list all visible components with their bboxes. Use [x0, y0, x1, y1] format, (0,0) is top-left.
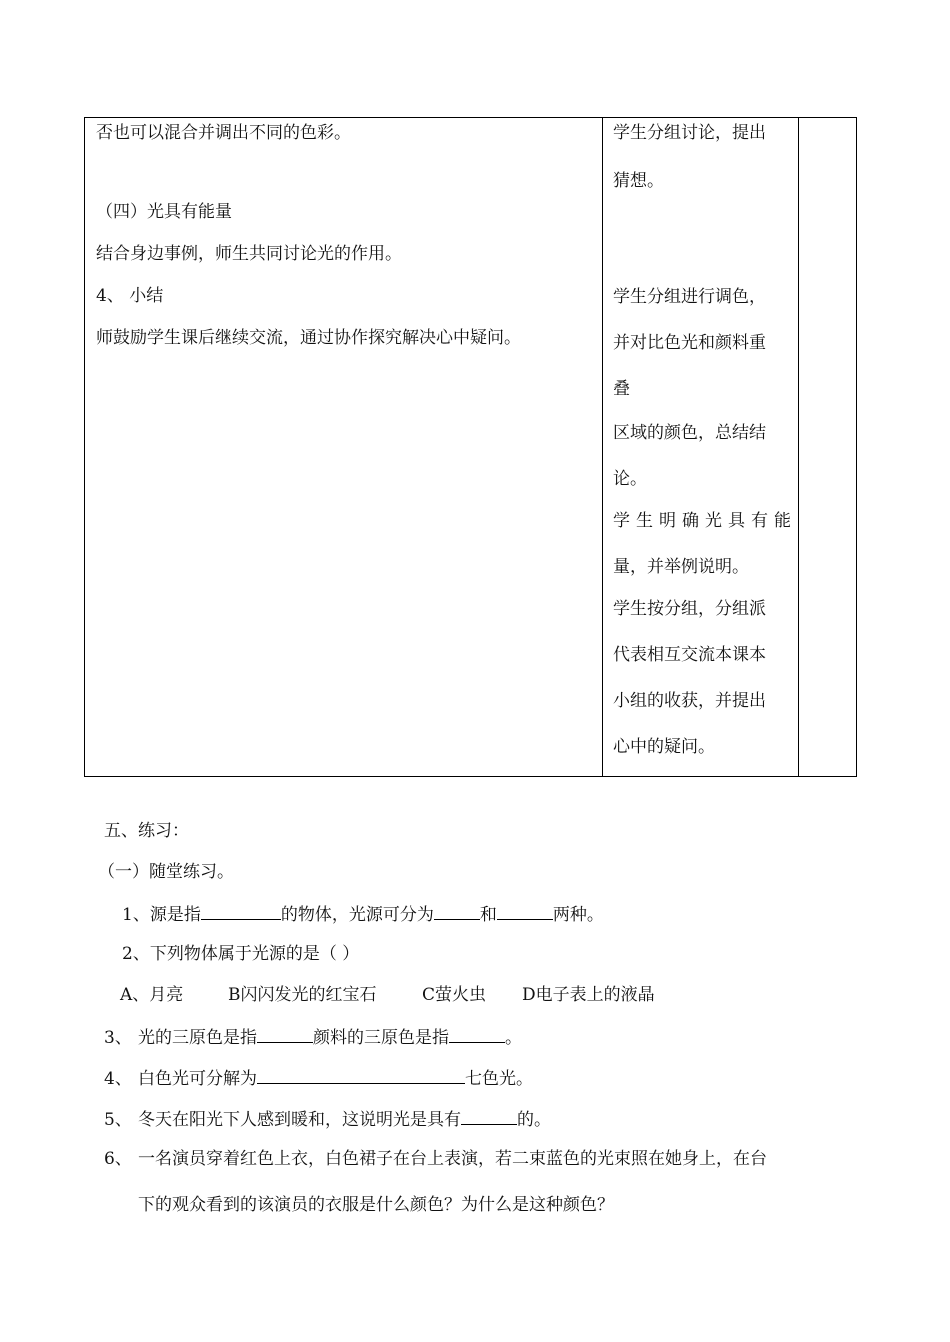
student-activity-line: 心中的疑问。 [613, 737, 715, 757]
section-title: 五、练习： [104, 821, 189, 841]
column-divider [798, 118, 799, 776]
student-activity-line: 量，并举例说明。 [613, 557, 749, 577]
answer-blank[interactable] [449, 1024, 505, 1043]
answer-blank[interactable] [461, 1106, 517, 1125]
question-2: 2、下列物体属于光源的是（ ） [122, 944, 360, 964]
column-divider [602, 118, 603, 776]
answer-blank[interactable] [497, 901, 553, 920]
student-activity-line: 区域的颜色，总结结 [613, 423, 766, 443]
teacher-activity-line: 结合身边事例，师生共同讨论光的作用。 [96, 244, 402, 264]
answer-blank[interactable] [257, 1024, 313, 1043]
teacher-activity-line: 师鼓励学生课后继续交流，通过协作探究解决心中疑问。 [96, 328, 521, 348]
answer-blank[interactable] [201, 901, 281, 920]
question-3: 3、 光的三原色是指 颜料的三原色是指 。 [104, 1024, 522, 1050]
question-2-option-d: D电子表上的液晶 [522, 985, 655, 1005]
student-activity-line: 学生按分组，分组派 [613, 599, 766, 619]
student-activity-line: 学生分组讨论，提出 [613, 123, 766, 143]
student-activity-line: 论。 [613, 469, 647, 489]
question-2-option-c: C萤火虫 [422, 985, 487, 1005]
question-6-continuation: 下的观众看到的该演员的衣服是什么颜色？为什么是这种颜色？ [138, 1195, 614, 1215]
question-5: 5、 冬天在阳光下人感到暖和，这说明光是具有 的。 [104, 1106, 551, 1132]
student-activity-line: 学生分组进行调色， [613, 287, 766, 307]
student-activity-line: 叠 [613, 379, 630, 399]
question-4: 4、 白色光可分解为 七色光。 [104, 1065, 533, 1091]
question-2-option-a: A、月亮 [120, 985, 184, 1005]
question-6: 6、 一名演员穿着红色上衣，白色裙子在台上表演，若二束蓝色的光束照在她身上，在台 [104, 1149, 767, 1169]
student-activity-line: 小组的收获，并提出 [613, 691, 766, 711]
answer-blank[interactable] [434, 901, 480, 920]
teacher-activity-line: 否也可以混合并调出不同的色彩。 [96, 123, 351, 143]
student-activity-line: 学生明确光具有能 [613, 511, 791, 531]
subsection-title: （一）随堂练习。 [98, 862, 234, 882]
teacher-activity-heading: （四）光具有能量 [96, 202, 232, 222]
teacher-activity-heading: 4、 小结 [96, 286, 164, 306]
lesson-table [84, 117, 857, 777]
answer-blank[interactable] [257, 1065, 465, 1084]
student-activity-line: 并对比色光和颜料重 [613, 333, 766, 353]
question-1: 1、源是指 的物体，光源可分为 和 两种。 [122, 901, 604, 927]
student-activity-line: 代表相互交流本课本 [613, 645, 766, 665]
question-2-option-b: B闪闪发光的红宝石 [228, 985, 377, 1005]
student-activity-line: 猜想。 [613, 171, 664, 191]
